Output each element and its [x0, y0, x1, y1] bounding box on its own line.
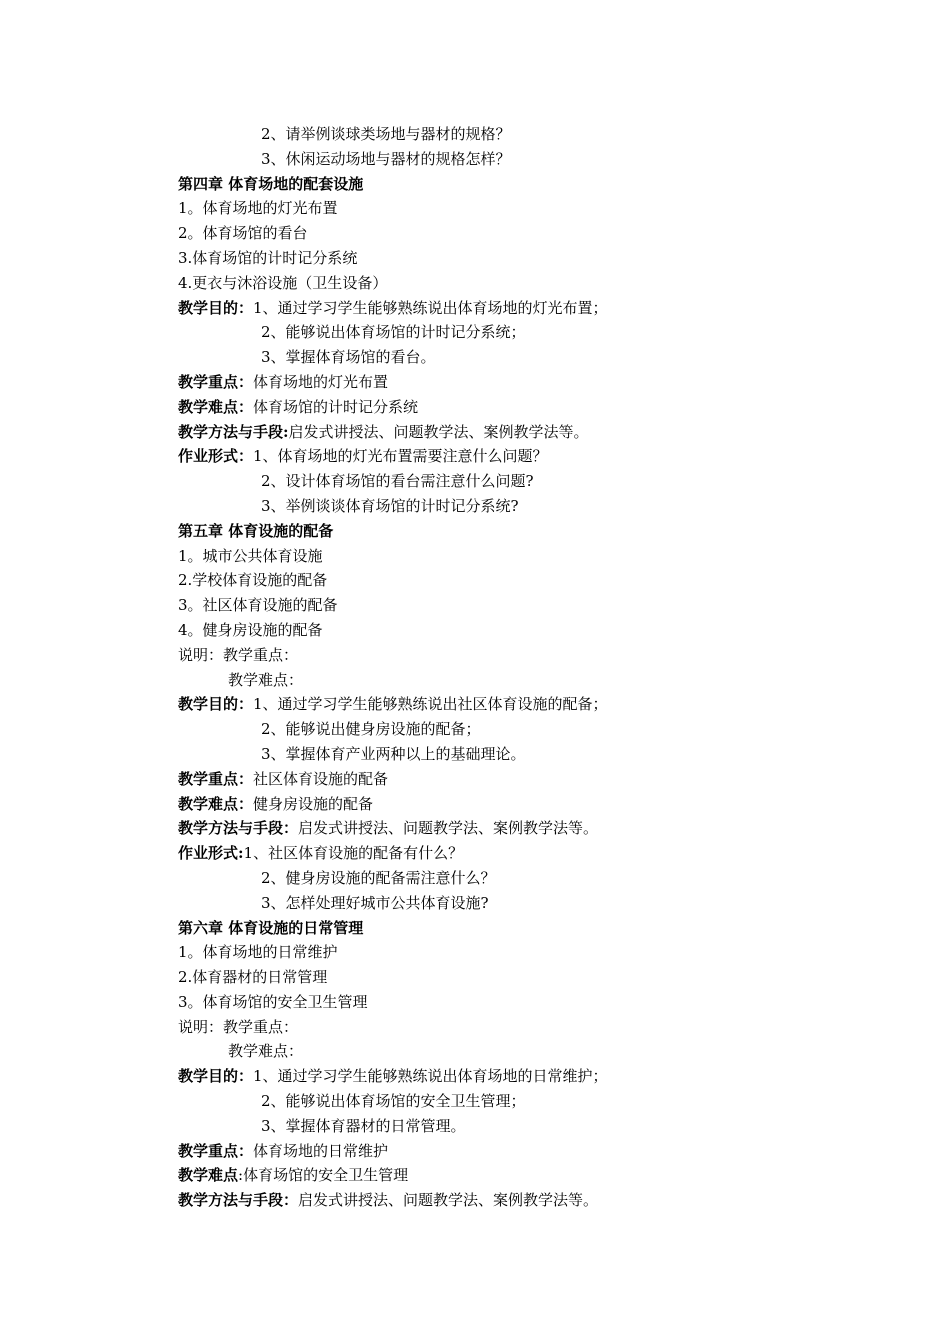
- ch4-goal-1: 1、通过学习学生能够熟练说出体育场地的灯光布置；: [253, 298, 608, 317]
- ch5-goal-2: 2、能够说出健身房设施的配备；: [261, 720, 481, 739]
- ch5-item-4: 4。健身房设施的配备: [178, 620, 323, 639]
- ch4-hw-2: 2、设计体育场馆的看台需注意什么问题?: [261, 472, 534, 491]
- ch4-hw-label: 作业形式：: [178, 447, 254, 466]
- ch6-title: 第六章 体育设施的日常管理: [178, 918, 364, 937]
- ch6-item-2: 2.体育器材的日常管理: [178, 968, 328, 987]
- ch4-goal-line-1: [178, 296, 818, 321]
- ch5-hw-3: 3、怎样处理好城市公共体育设施?: [261, 893, 489, 912]
- ch5-hw-1: 1、社区体育设施的配备有什么？: [243, 844, 464, 863]
- ch4-goal-2: 2、能够说出体育场馆的计时记分系统；: [261, 323, 526, 342]
- ch5-diff: 健身房设施的配备: [253, 794, 374, 813]
- ch4-item-2: 2。体育场馆的看台: [178, 224, 308, 243]
- ch4-title: 第四章 体育场地的配套设施: [178, 174, 364, 193]
- ch4-hw-3: 3、举例谈谈体育场馆的计时记分系统?: [261, 496, 519, 515]
- ch5-note-2: 教学难点：: [228, 670, 304, 689]
- ch6-method-line: [178, 1188, 818, 1213]
- ch5-key-line: [178, 767, 818, 792]
- ch4-item-1: 1。体育场地的灯光布置: [178, 199, 338, 218]
- ch5-title: 第五章 体育设施的配备: [178, 521, 334, 540]
- ch3-homework-2: 2、请举例谈球类场地与器材的规格？: [261, 125, 511, 143]
- ch5-item-1: 1。城市公共体育设施: [178, 546, 323, 565]
- ch5-diff-label: 教学难点：: [178, 794, 254, 813]
- ch4-goal-3: 3、掌握体育场馆的看台。: [261, 348, 436, 367]
- ch5-method: 启发式讲授法、问题教学法、案例教学法等。: [298, 819, 599, 838]
- ch5-goal-3: 3、掌握体育产业两种以上的基础理论。: [261, 744, 526, 763]
- ch5-diff-line: [178, 792, 818, 817]
- ch5-hw-line-1: [178, 841, 818, 866]
- ch4-item-3: 3.体育场馆的计时记分系统: [178, 248, 358, 267]
- ch6-item-1: 1。体育场地的日常维护: [178, 943, 338, 962]
- ch5-goal-1: 1、通过学习学生能够熟练说出社区体育设施的配备；: [253, 695, 608, 714]
- ch5-hw-2: 2、健身房设施的配备需注意什么？: [261, 868, 496, 887]
- ch5-hw-label: 作业形式:: [178, 844, 244, 863]
- ch4-method: 启发式讲授法、问题教学法、案例教学法等。: [288, 422, 589, 441]
- ch6-goal-2: 2、能够说出体育场馆的安全卫生管理；: [261, 1092, 526, 1111]
- ch4-diff-line: [178, 395, 818, 420]
- ch4-hw-line-1: [178, 444, 818, 469]
- ch6-goal-3: 3、掌握体育器材的日常管理。: [261, 1116, 466, 1135]
- ch3-homework-3: 3、休闲运动场地与器材的规格怎样？: [261, 149, 511, 168]
- ch4-diff-label: 教学难点：: [178, 397, 254, 416]
- ch6-diff-line: [178, 1163, 818, 1188]
- ch4-key-line: [178, 370, 818, 395]
- ch5-key: 社区体育设施的配备: [253, 769, 389, 788]
- ch4-diff: 体育场馆的计时记分系统: [253, 397, 419, 416]
- ch4-method-line: [178, 420, 818, 445]
- ch6-note-1: 说明：教学重点：: [178, 1017, 299, 1036]
- ch5-note-1: 说明：教学重点：: [178, 645, 299, 664]
- ch6-method: 启发式讲授法、问题教学法、案例教学法等。: [298, 1191, 599, 1210]
- ch4-method-label: 教学方法与手段:: [178, 422, 289, 441]
- ch4-key: 体育场地的灯光布置: [253, 372, 389, 391]
- ch6-note-2: 教学难点：: [228, 1042, 304, 1061]
- ch4-key-label: 教学重点：: [178, 372, 254, 391]
- ch6-goal-label: 教学目的：: [178, 1067, 254, 1086]
- ch5-method-line: [178, 816, 818, 841]
- ch5-goal-line-1: [178, 692, 818, 717]
- ch5-item-2: 2.学校体育设施的配备: [178, 571, 328, 590]
- ch6-diff-label: 教学难点: [178, 1166, 239, 1185]
- ch6-key: 体育场地的日常维护: [253, 1141, 389, 1160]
- ch6-key-line: [178, 1139, 818, 1164]
- ch5-key-label: 教学重点：: [178, 769, 254, 788]
- ch6-method-label: 教学方法与手段：: [178, 1191, 299, 1210]
- ch6-diff: :体育场馆的安全卫生管理: [238, 1166, 409, 1185]
- ch4-goal-label: 教学目的：: [178, 298, 254, 317]
- document-content: [178, 122, 818, 1213]
- ch4-hw-1: 1、体育场地的灯光布置需要注意什么问题？: [253, 447, 548, 466]
- ch5-method-label: 教学方法与手段：: [178, 819, 299, 838]
- ch5-goal-label: 教学目的：: [178, 695, 254, 714]
- ch6-item-3: 3。体育场馆的安全卫生管理: [178, 992, 368, 1011]
- ch4-item-4: 4.更衣与沐浴设施（卫生设备）: [178, 273, 388, 292]
- ch5-item-3: 3。社区体育设施的配备: [178, 596, 338, 615]
- ch6-goal-line-1: [178, 1064, 818, 1089]
- ch6-key-label: 教学重点：: [178, 1141, 254, 1160]
- ch6-goal-1: 1、通过学习学生能够熟练说出体育场地的日常维护；: [253, 1067, 608, 1086]
